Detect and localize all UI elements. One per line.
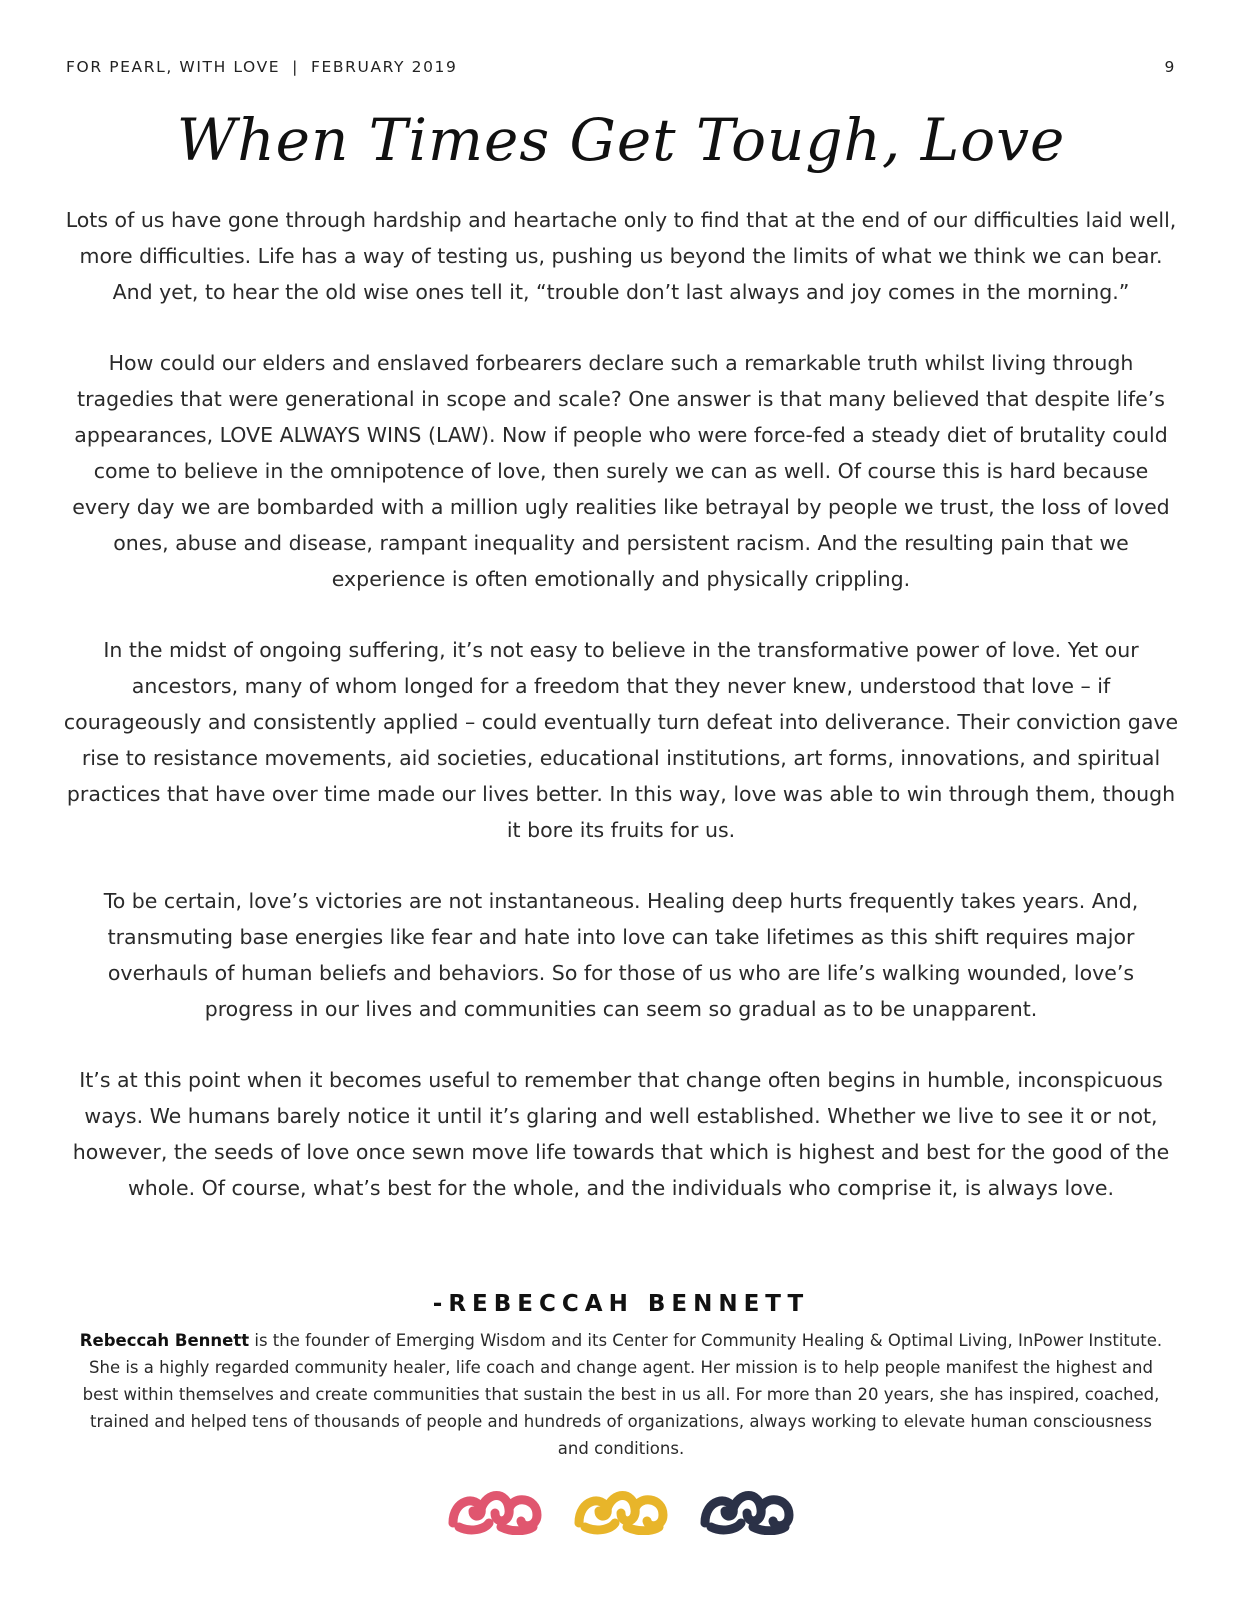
article-paragraph: How could our elders and enslaved forbearers declare such a remarkable truth whilst living through tragedies that were generational in scope and scale? One answer is that many believed that despite life’s appearances, LOVE ALWAYS WINS (LAW). Now if people who were force-fed a steady diet of brutality could come to believe in the omnipotence of love, then surely we can as well. Of course this is hard because every day we are bombarded with a million ugly realities like betrayal by people we trust, the loss of loved ones, abuse and disease, rampant inequality and persistent racism. And the resulting pain that we experience is often emotionally and physically crippling. <box>72 351 1170 591</box>
publication-name: FOR PEARL, WITH LOVE <box>66 58 281 76</box>
article-paragraph: It’s at this point when it becomes useful to remember that change often begins in humble, inconspicuous ways. We humans barely notice it until it’s glaring and well established. Whether we live to see it or not, however, the seeds of love once sewn move life towards that which is highest and best for the good of the whole. Of course, what’s best for the whole, and the individuals who comprise it, is always love. <box>72 1068 1170 1200</box>
article-paragraph: In the midst of ongoing suffering, it’s not easy to believe in the transformative power of love. Yet our ancestors, many of whom longed for a freedom that they never knew, understood that love – if courageously and consistently applied – could eventually turn defeat into deliverance. Their conviction gave rise to resistance movements, aid societies, educational institutions, art forms, innovations, and spiritual practices that have over time made our lives better. In this way, love was able to win through them, though it bore its fruits for us. <box>63 638 1179 842</box>
knot-ornament-icon <box>445 1483 545 1535</box>
bio-author-name: Rebeccah Bennett <box>79 1331 250 1350</box>
author-signature: -REBECCAH BENNETT <box>432 1291 810 1317</box>
knot-ornament-icon <box>571 1483 671 1535</box>
article-paragraph: Lots of us have gone through hardship and heartache only to find that at the end of our difficulties laid well, more difficulties. Life has a way of testing us, pushing us beyond the limits of what we think we can bear. And yet, to hear the old wise ones tell it, “trouble don’t last always and joy comes in the morning.” <box>65 208 1177 304</box>
page-header <box>66 58 1176 80</box>
bio-text: is the founder of Emerging Wisdom and its Center for Community Healing & Optimal Living, InPower Institute. She is a highly regarded community healer, life coach and change agent. Her mission is to help people manifest the highest and best within themselves and create communities that sustain the best in us all. For more than 20 years, she has inspired, coached, trained and helped tens of thousands of people and hundreds of organizations, always working to elevate human consciousness and conditions. <box>82 1331 1163 1458</box>
article-body <box>62 202 1180 1241</box>
issue-date: FEBRUARY 2019 <box>311 58 458 76</box>
article-paragraph: To be certain, love’s victories are not instantaneous. Healing deep hurts frequently takes years. And, transmuting base energies like fear and hate into love can take lifetimes as this shift requires major overhauls of human beliefs and behaviors. So for those of us who are life’s walking wounded, love’s progress in our lives and communities can seem so gradual as to be unapparent. <box>103 889 1139 1021</box>
author-bio <box>78 1327 1164 1462</box>
article-title: When Times Get Tough, Love <box>176 106 1066 174</box>
decorative-logos <box>0 1483 1242 1535</box>
page-number: 9 <box>1164 58 1176 76</box>
knot-ornament-icon <box>697 1483 797 1535</box>
header-separator: | <box>292 58 299 76</box>
header-left <box>66 58 457 76</box>
